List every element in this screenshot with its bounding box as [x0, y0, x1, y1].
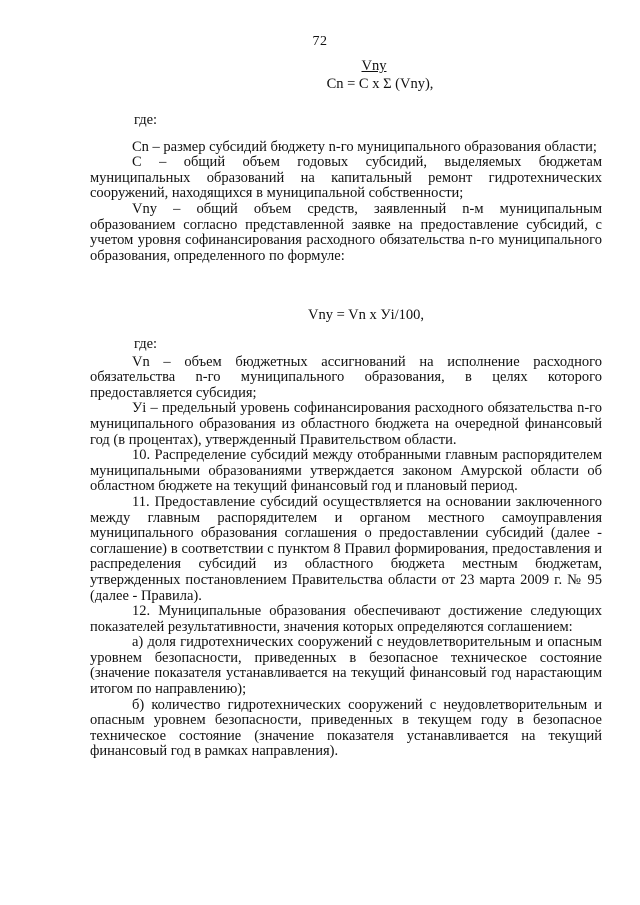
formula-subsidy-size: [0, 58, 640, 93]
indicator-b: б) количество гидротехнических сооружений с неудовлетворительным и опасным уровнем безопасности, приведенных в текущем году в безопасное техническое состояние (значение показателя устанавливается на текущий финансовый год в рамках направления).: [90, 696, 602, 760]
page-number: 72: [312, 34, 328, 49]
definitions-block-1: [90, 113, 602, 264]
formula-line: Cn = C x Σ (Vny),: [326, 76, 434, 92]
paragraph-10: 10. Распределение субсидий между отобранными главным распорядителем муниципальными образованиями утверждается законом Амурской области об областном бюджете на текущий финансовый год и плановый период.: [90, 447, 602, 495]
definitions-block-2: [90, 337, 602, 760]
paragraph-11: 11. Предоставление субсидий осуществляется на основании заключенного между главным распорядителем и органом местного самоуправления муниципального образования соглашения о предоставлении субсидий (далее - соглашение) в соответствии с пунктом 8 Правил формирования, предоставления и распределения субсидий из областного бюджета местным бюджетам, утвержденных постановлением Правительства области от 23 марта 2009 г. № 95 (далее - Правила).: [90, 493, 602, 604]
where-label: где:: [134, 112, 158, 128]
formula-numerator: Vny: [361, 58, 387, 74]
definition-cn: Cn – размер субсидий бюджету n-го муниципального образования области;: [132, 138, 597, 155]
where-label: где:: [134, 336, 158, 352]
formula-vny: Vny = Vn x Уi/100,: [307, 307, 425, 323]
paragraph-12: 12. Муниципальные образования обеспечивают достижение следующих показателей результативности, значения которых определяются соглашением:: [90, 603, 602, 635]
definition-vn: Vn – объем бюджетных ассигнований на исполнение расходного обязательства n-го муниципального образования, в целях которого предоставляется субсидия;: [90, 353, 602, 401]
definition-c: С – общий объем годовых субсидий, выделяемых бюджетам муниципальных образований на капитальный ремонт гидротехнических сооружений, находящихся в муниципальной собственности;: [90, 154, 602, 202]
definition-vny: Vny – общий объем средств, заявленный n-м муниципальным образованием согласно представленной заявке на предоставление субсидий, с учетом уровня софинансирования расходного обязательства n-го муниципального образования, определенного по формуле:: [90, 200, 602, 264]
indicator-a: а) доля гидротехнических сооружений с неудовлетворительным и опасным уровнем безопасности, приведенных в безопасное техническое состояние (значение показателя устанавливается на текущий финансовый год нарастающим итогом по направлению);: [90, 634, 602, 698]
definition-yi: Уi – предельный уровень софинансирования расходного обязательства n-го муниципального образования из областного бюджета на очередной финансовый год (в процентах), утвержденный Правительством области.: [90, 400, 602, 448]
